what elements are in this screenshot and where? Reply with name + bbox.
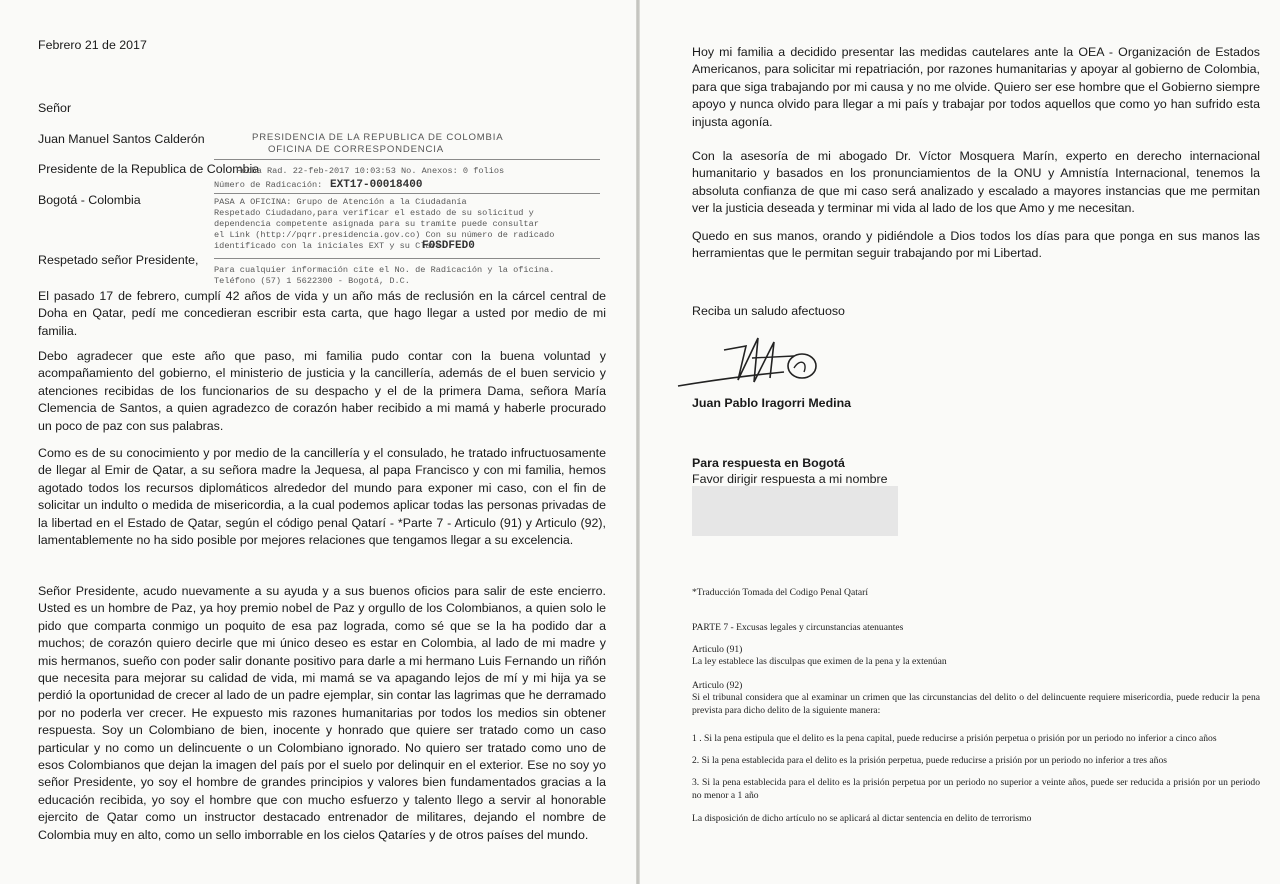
stamp-body-1: Respetado Ciudadano,para verificar el estado de su solicitud y [214,208,534,218]
letter-page-left [0,0,636,884]
letter-date: Febrero 21 de 2017 [38,38,147,52]
stamp-key: F0SDFED0 [422,240,475,252]
stamp-pass-to: PASA A OFICINA: Grupo de Atención a la Ciudadanía [214,197,467,207]
stamp-received: Fecha Rad. 22-feb-2017 10:03:53 No. Anexos: 0 folios [236,166,505,176]
part-title: - Excusas legales y circunstancias atenuantes [728,622,904,633]
letter-paragraph-5: Hoy mi familia a decidido presentar las medidas cautelares ante la OEA - Organización de Estados Americanos, para solicitar mi repatriación, por razones humanitarias y apoyar al gobierno de Colombia, para que siga trabajando por mi causa y no me olvide. Quiero ser ese hombre que el Gobierno siempre apoyo y nunca olvido para llegar a mi país y trabajar por todos aquellos que como yo han sufrido esta injusta agonía. [692,45,1260,129]
stamp-body-3: el Link (http://pqrr.presidencia.gov.co) Con su número de radicado [214,230,555,240]
signer-name: Juan Pablo Iragorri Medina [692,396,852,410]
letter-paragraph-7: Quedo en sus manos, orando y pidiéndole a Dios todos los días para que ponga en sus manos las herramientas que le permitan seguir trabajando por mi Libertad. [692,229,1260,261]
article-92-item-1: 1 . Si la pena estipula que el delito es la pena capital, puede reducirse a prisión perpetua o prisión por un periodo no inferior a cinco años [692,733,1217,744]
signature-mark [674,328,854,398]
article-92-title: Articulo (92) [692,680,743,691]
recipient-city: Bogotá - Colombia [38,193,141,207]
letter-paragraph-4: Señor Presidente, acudo nuevamente a su ayuda y a sus buenos oficios para salir de este encierro. Usted es un hombre de Paz, ya hoy premio nobel de Paz y orgullo de los Colombianos, a quien solo le pido que comparta conmigo un poquito de esa paz lograda, como sé que se la ha podido dar a muchos; de corazón quiero decirle que mi único deseo es estar en Colombia, al lado de mi madre y mis hermanos, sueño con poder salir donante positivo para darle a mi hermano Luis Fernando un riñón que necesita para mejorar su calidad de vida, mi mamá se va apagando lejos de mí y mi hija ya se perdió la oportunidad de crecer al lado de un padre ejemplar, sin contar las lagrimas que he derramado por no poderla ver crecer. He expuesto mis razones humanitarias por todos los medios sin obtener respuesta. Soy un Colombiano de bien, inocente y honrado que quiere ser tratado como un caso particular y no como un delincuente o un Colombiano ignorado. No quiero ser tratado como uno de esos Colombianos que dejan la imagen del país por el suelo por delinquir en el exterior. Ese no soy yo señor Presidente, yo soy el hombre de grandes principios y valores bien fundamentados gracias a la educación recibida, yo soy el hombre que con mucho esfuerzo y talento llego a servir al honorable ejercito de Qatar como un instructor destacado entrenador de militares, dejando el nombre de Colombia muy en alto, como un sello imborrable en los cielos Qataríes y de otros países del mundo. [38,584,606,842]
letter-paragraph-1: El pasado 17 de febrero, cumplí 42 años de vida y un año más de reclusión en la cárcel central de Doha en Qatar, pedí me concedieran escribir esta carta, que hago llegar a usted por medio de mi familia. [38,289,606,338]
stamp-line-2: OFICINA DE CORRESPONDENCIA [268,144,444,155]
reply-heading: Para respuesta en Bogotá [692,456,845,470]
article-91-text: La ley establece las disculpas que eximen de la pena y la extenúan [692,656,947,667]
greeting: Respetado señor Presidente, [38,253,199,267]
stamp-number-value: EXT17-00018400 [330,179,423,191]
article-92-item-3: 3. Si la pena establecida para el delito es la prisión perpetua por un periodo no superior a veinte años, puede ser reducida a prisión por un periodo no menor a 1 año [692,777,1260,801]
translation-note: *Traducción Tomada del Codigo Penal Qatarí [692,587,868,598]
recipient-name: Juan Manuel Santos Calderón [38,132,205,146]
article-91-title: Articulo (91) [692,644,743,655]
stamp-line-1: PRESIDENCIA DE LA REPUBLICA DE COLOMBIA [252,132,504,143]
letter-paragraph-3: Como es de su conocimiento y por medio de la cancillería y el consulado, he tratado infructuosamente de llegar al Emir de Qatar, a su señora madre la Jequesa, al papa Francisco y con mi familia, hemos agotado todos los recursos diplomáticos alrededor del mundo para exponer mi caso, con el fin de solicitar un indulto o medida de misericordia, a la cual podemos aplicar todas las personas privadas de la libertad en el Estado de Qatar, según el código penal Qatarí - *Parte 7 - Articulo (91) y Articulo (92), lamentablemente no ha sido posible por mejores relaciones que tengamos llegar a su excelencia. [38,446,606,548]
recipient-role: Presidente de la Republica de Colombia [38,162,260,176]
translation-part-heading [692,622,903,634]
stamp-rule-top [214,159,600,160]
redacted-address [692,486,898,536]
reply-text: Favor dirigir respuesta a mi nombre [692,472,888,486]
stamp-footer-1: Para cualquier información cite el No. de Radicación y la oficina. [214,265,555,275]
article-92-item-2: 2. Si la pena establecida para el delito es la prisión perpetua, puede reducirse a prisión por un periodo no inferior a tres años [692,755,1167,766]
salutation-title: Señor [38,101,72,115]
article-92-text: Si el tribunal considera que al examinar un crimen que las circunstancias del delito o del delincuente requiere misericordia, puede reducir la pena prevista para dicho delito de la siguiente manera: [692,692,1260,716]
stamp-rule-mid [214,193,600,194]
stamp-number-label: Número de Radicación: [214,180,323,190]
stamp-rule-bottom [214,258,600,259]
part-label: PARTE 7 [692,622,729,633]
translation-disposition: La disposición de dicho artículo no se aplicará al dictar sentencia en delito de terrorismo [692,813,1032,824]
closing: Reciba un saludo afectuoso [692,304,845,318]
stamp-footer-2: Teléfono (57) 1 5622300 - Bogotá, D.C. [214,276,410,286]
stamp-body-4: identificado con la iniciales EXT y su Clave [214,241,441,251]
letter-page-right [640,0,1280,884]
letter-paragraph-2: Debo agradecer que este año que paso, mi familia pudo contar con la buena voluntad y acompañamiento del gobierno, el ministerio de justicia y la cancillería, además de el buen servicio y atenciones recibidas de los funcionarios de su despacho y el de la primera Dama, señora María Clemencia de Santos, a quien agradezco de corazón haber recibido a mi mamá y haberle procurado un poco de paz con sus palabras. [38,349,606,433]
letter-paragraph-6: Con la asesoría de mi abogado Dr. Víctor Mosquera Marín, experto en derecho internacional humanitario y basados en los pronunciamientos de la ONU y Amnistía Internacional, tenemos la absoluta confianza de que mi caso será analizado y escalado a mayores instancias que me permitan ver la justicia deseada y terminar mi vida al lado de los que Amo y me necesitan. [692,149,1260,216]
stamp-body-2: dependencia competente asignada para su tramite puede consultar [214,219,539,229]
